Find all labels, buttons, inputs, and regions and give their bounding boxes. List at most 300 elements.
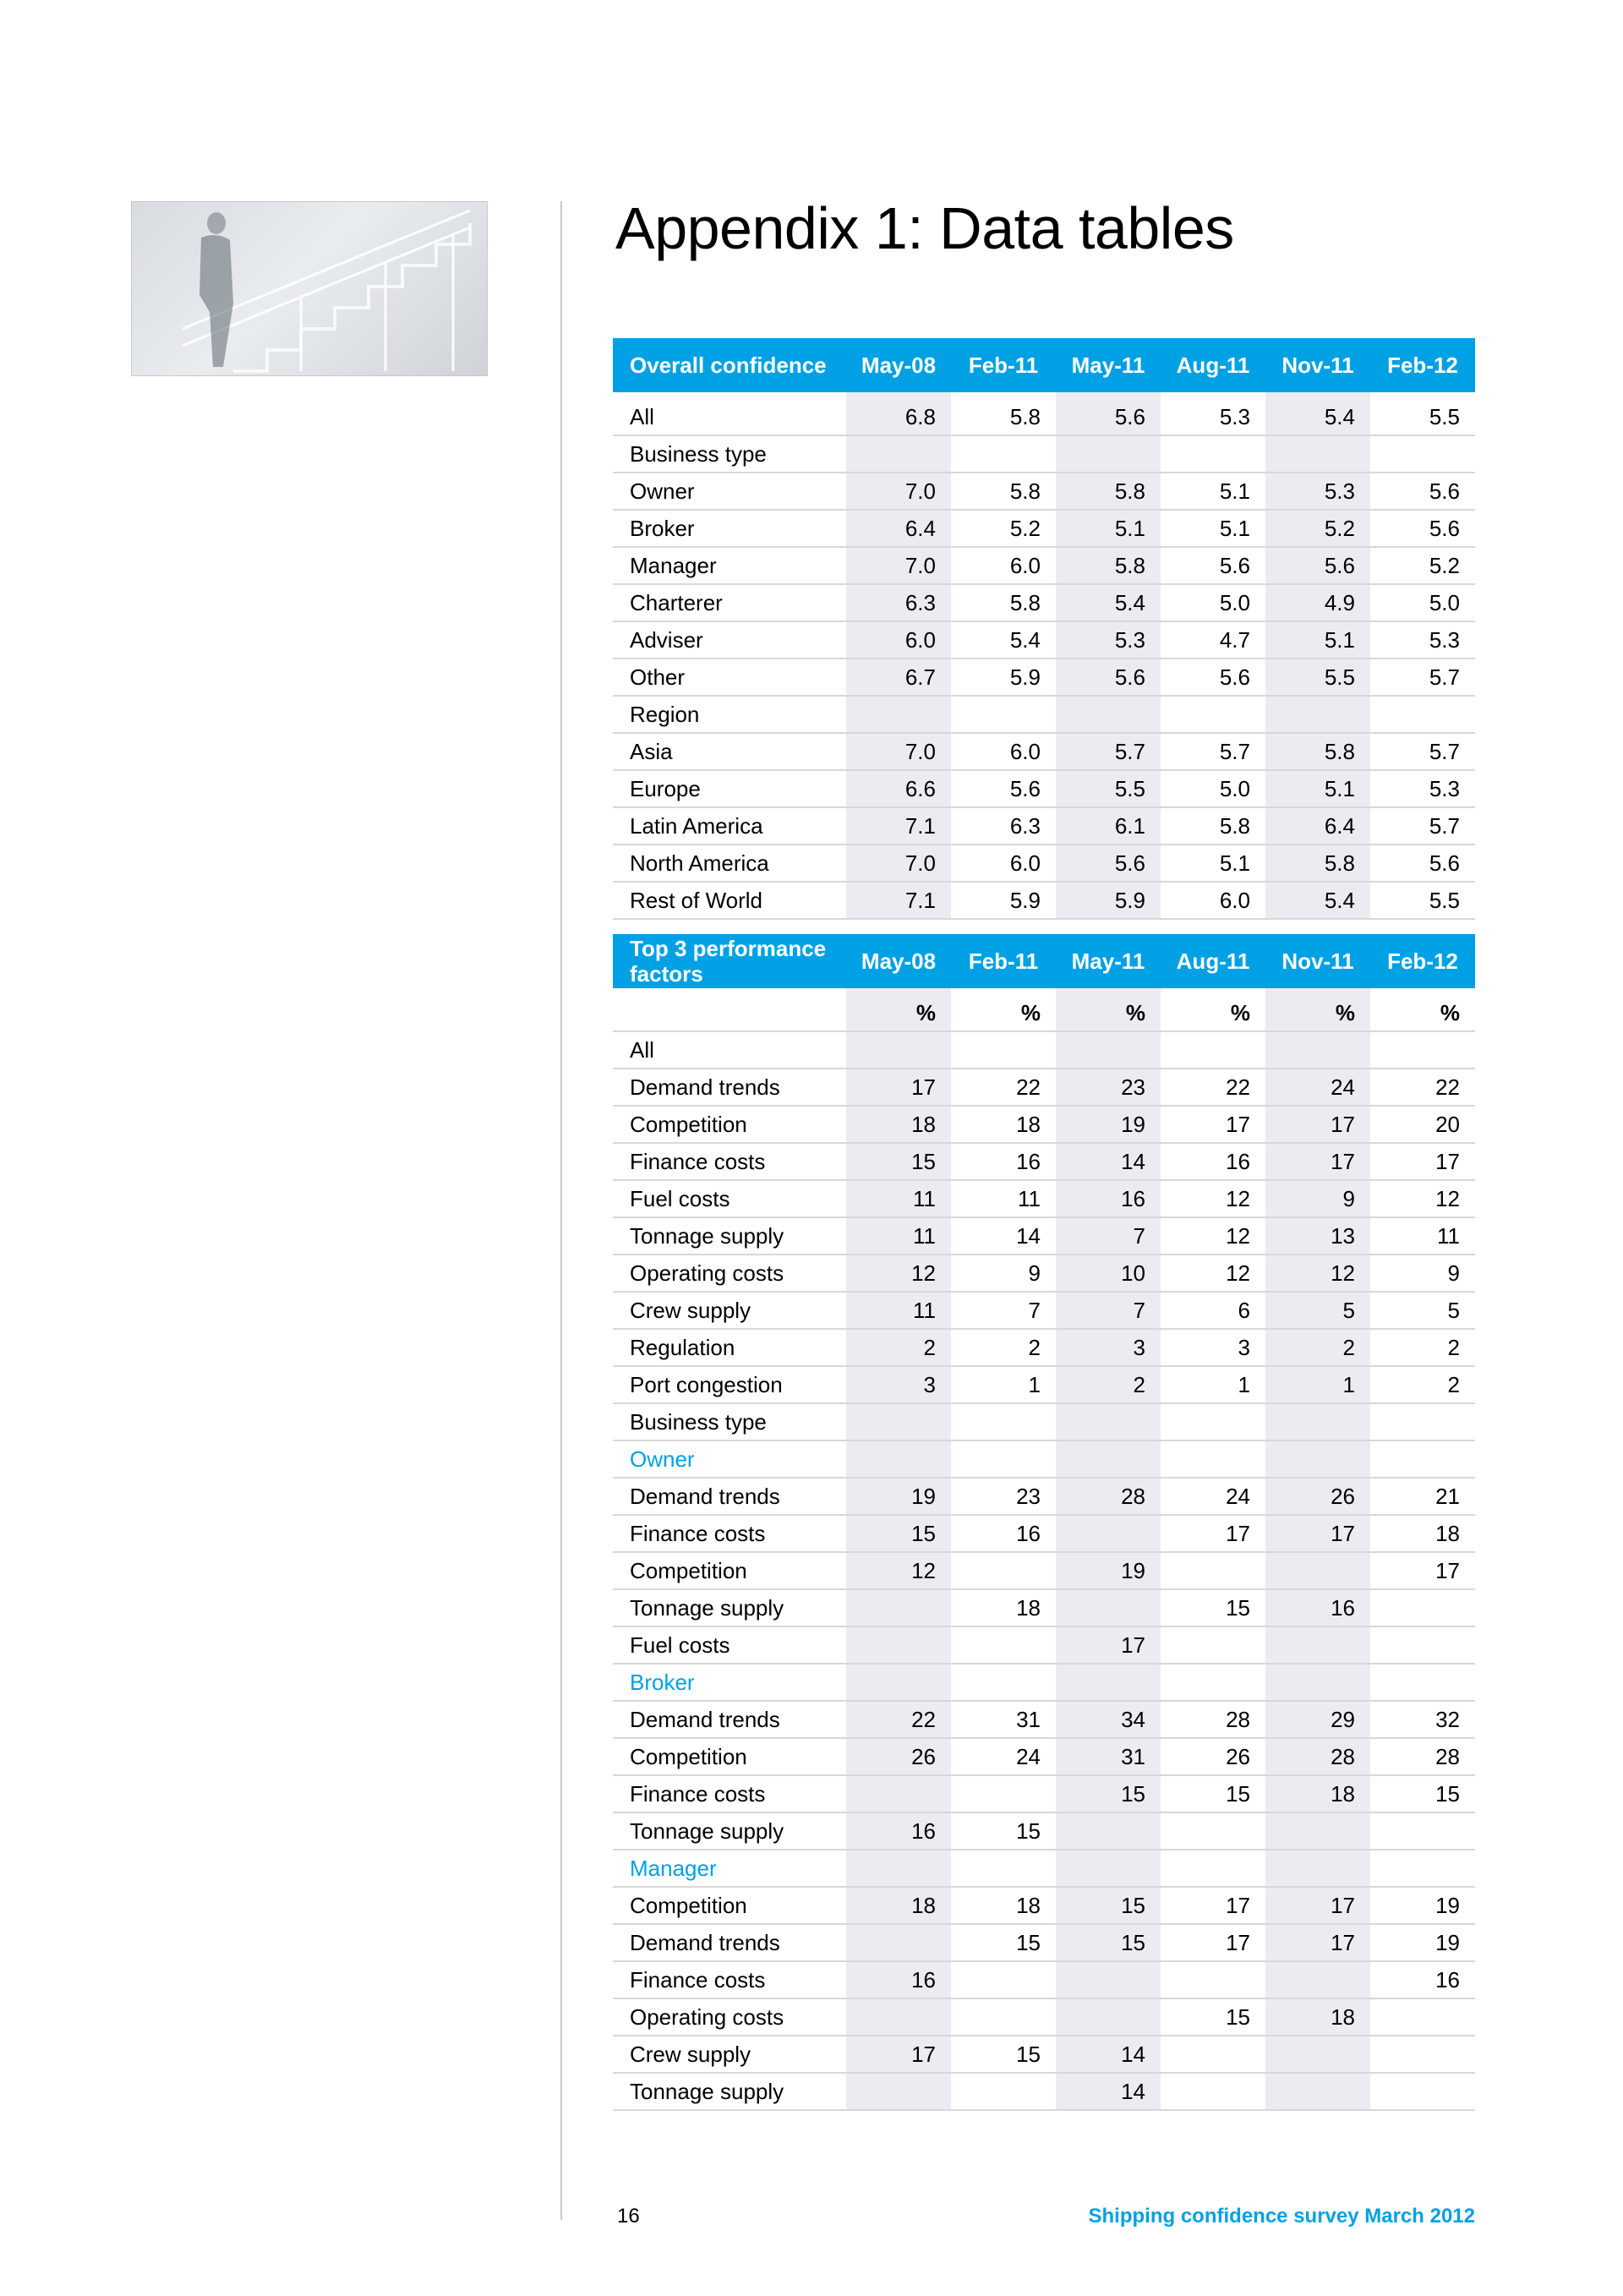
row-label: Regulation bbox=[613, 1329, 846, 1366]
value-cell: 15 bbox=[1161, 1775, 1265, 1812]
row-label: Owner bbox=[613, 473, 846, 510]
value-cell: 18 bbox=[1265, 1998, 1370, 2036]
value-cell: 18 bbox=[951, 1887, 1056, 1924]
value-cell: 12 bbox=[1161, 1255, 1265, 1292]
value-cell: 23 bbox=[1056, 1069, 1161, 1106]
value-cell: 7.0 bbox=[846, 547, 951, 584]
value-cell: 5.0 bbox=[1161, 584, 1265, 621]
value-cell: 19 bbox=[1370, 1887, 1475, 1924]
row-label: Demand trends bbox=[613, 1701, 846, 1738]
value-cell: 5.6 bbox=[1056, 399, 1161, 435]
value-cell: 6.7 bbox=[846, 659, 951, 696]
value-cell: 11 bbox=[846, 1292, 951, 1329]
value-cell: 2 bbox=[1370, 1329, 1475, 1366]
value-cell bbox=[1161, 1403, 1265, 1440]
value-cell: 14 bbox=[1056, 1143, 1161, 1180]
value-cell: 7 bbox=[951, 1292, 1056, 1329]
row-label: Rest of World bbox=[613, 882, 846, 919]
value-cell: 5.6 bbox=[1056, 845, 1161, 882]
value-cell: 23 bbox=[951, 1478, 1056, 1515]
value-cell: 24 bbox=[951, 1738, 1056, 1775]
value-cell: 17 bbox=[1370, 1552, 1475, 1589]
value-cell: 5.9 bbox=[1056, 882, 1161, 919]
value-cell bbox=[1265, 1812, 1370, 1850]
value-cell: 5.1 bbox=[1056, 510, 1161, 547]
spacer-cell bbox=[613, 988, 846, 995]
spacer-row bbox=[613, 988, 1475, 995]
column-header: Feb-11 bbox=[951, 338, 1056, 392]
value-cell bbox=[1265, 696, 1370, 733]
row-label: Latin America bbox=[613, 807, 846, 845]
row-label: Region bbox=[613, 696, 846, 733]
vertical-divider bbox=[560, 201, 562, 2220]
value-cell: 5 bbox=[1265, 1292, 1370, 1329]
value-cell: 22 bbox=[1161, 1069, 1265, 1106]
row-label: Broker bbox=[613, 1664, 846, 1701]
value-cell: 5.3 bbox=[1370, 621, 1475, 659]
table-row bbox=[613, 882, 1475, 919]
value-cell: 5.8 bbox=[951, 584, 1056, 621]
value-cell bbox=[1161, 1850, 1265, 1887]
value-cell: 2 bbox=[951, 1329, 1056, 1366]
value-cell: 5.1 bbox=[1265, 770, 1370, 807]
value-cell: 28 bbox=[1161, 1701, 1265, 1738]
value-cell bbox=[951, 1850, 1056, 1887]
value-cell: 16 bbox=[951, 1515, 1056, 1552]
spacer-cell bbox=[951, 392, 1056, 399]
value-cell: 12 bbox=[1370, 1180, 1475, 1217]
row-label: Charterer bbox=[613, 584, 846, 621]
table-row bbox=[613, 733, 1475, 770]
value-cell: 2 bbox=[1370, 1366, 1475, 1403]
value-cell: 17 bbox=[1265, 1924, 1370, 1961]
value-cell: 15 bbox=[1161, 1589, 1265, 1626]
table-header-row bbox=[613, 338, 1475, 392]
table-row bbox=[613, 1775, 1475, 1812]
row-label: Competition bbox=[613, 1106, 846, 1143]
table-row bbox=[613, 1217, 1475, 1255]
value-cell bbox=[1265, 2036, 1370, 2073]
value-cell: 16 bbox=[1056, 1180, 1161, 1217]
column-header: May-08 bbox=[846, 338, 951, 392]
value-cell bbox=[951, 435, 1056, 473]
table-row bbox=[613, 770, 1475, 807]
value-cell: 6.3 bbox=[951, 807, 1056, 845]
value-cell bbox=[1056, 1515, 1161, 1552]
value-cell: 18 bbox=[951, 1106, 1056, 1143]
value-cell: 7.0 bbox=[846, 473, 951, 510]
row-label: Tonnage supply bbox=[613, 1217, 846, 1255]
value-cell: 5.7 bbox=[1370, 807, 1475, 845]
value-cell bbox=[1265, 1552, 1370, 1589]
sub-row bbox=[613, 1850, 1475, 1887]
value-cell bbox=[1161, 1440, 1265, 1478]
value-cell bbox=[1370, 2073, 1475, 2110]
value-cell bbox=[1370, 1664, 1475, 1701]
value-cell bbox=[1056, 1589, 1161, 1626]
value-cell: 18 bbox=[1370, 1515, 1475, 1552]
column-header: May-11 bbox=[1056, 934, 1161, 988]
value-cell: 6.0 bbox=[951, 733, 1056, 770]
column-header: Nov-11 bbox=[1265, 934, 1370, 988]
value-cell bbox=[1056, 1664, 1161, 1701]
column-header: Feb-12 bbox=[1370, 934, 1475, 988]
column-header: Aug-11 bbox=[1161, 338, 1265, 392]
row-label: Demand trends bbox=[613, 1478, 846, 1515]
table-row bbox=[613, 845, 1475, 882]
sub-row bbox=[613, 1440, 1475, 1478]
value-cell: 13 bbox=[1265, 1217, 1370, 1255]
row-label: Port congestion bbox=[613, 1366, 846, 1403]
value-cell bbox=[1161, 435, 1265, 473]
value-cell bbox=[846, 1664, 951, 1701]
column-header: Nov-11 bbox=[1265, 338, 1370, 392]
value-cell: 5.7 bbox=[1370, 659, 1475, 696]
value-cell: 31 bbox=[1056, 1738, 1161, 1775]
value-cell bbox=[846, 1850, 951, 1887]
value-cell: % bbox=[1265, 995, 1370, 1031]
value-cell: 11 bbox=[846, 1180, 951, 1217]
value-cell bbox=[951, 1664, 1056, 1701]
value-cell bbox=[1370, 696, 1475, 733]
value-cell: 15 bbox=[846, 1143, 951, 1180]
row-label: Demand trends bbox=[613, 1924, 846, 1961]
table-row bbox=[613, 1887, 1475, 1924]
value-cell: 17 bbox=[1161, 1106, 1265, 1143]
row-label: Business type bbox=[613, 435, 846, 473]
value-cell bbox=[951, 1775, 1056, 1812]
section-row bbox=[613, 1031, 1475, 1069]
value-cell: 7.1 bbox=[846, 882, 951, 919]
header-photo bbox=[131, 201, 488, 376]
table-row bbox=[613, 1180, 1475, 1217]
value-cell bbox=[1265, 435, 1370, 473]
spacer-cell bbox=[1265, 392, 1370, 399]
value-cell bbox=[951, 1440, 1056, 1478]
value-cell bbox=[1161, 2073, 1265, 2110]
sub-row bbox=[613, 1664, 1475, 1701]
value-cell bbox=[1161, 1552, 1265, 1589]
table-row bbox=[613, 659, 1475, 696]
table-row bbox=[613, 1998, 1475, 2036]
table-row bbox=[613, 473, 1475, 510]
value-cell: 18 bbox=[951, 1589, 1056, 1626]
value-cell: 5.4 bbox=[951, 621, 1056, 659]
value-cell: 12 bbox=[1161, 1180, 1265, 1217]
value-cell: 5.6 bbox=[1265, 547, 1370, 584]
value-cell: 5.2 bbox=[951, 510, 1056, 547]
section-row bbox=[613, 399, 1475, 435]
value-cell bbox=[951, 1626, 1056, 1664]
value-cell bbox=[1370, 1626, 1475, 1664]
row-label: Operating costs bbox=[613, 1255, 846, 1292]
value-cell: 5.1 bbox=[1265, 621, 1370, 659]
value-cell bbox=[951, 1961, 1056, 1998]
value-cell bbox=[1370, 1998, 1475, 2036]
row-label: Business type bbox=[613, 1403, 846, 1440]
table-row bbox=[613, 1589, 1475, 1626]
row-label: Other bbox=[613, 659, 846, 696]
value-cell bbox=[846, 1924, 951, 1961]
value-cell bbox=[951, 1998, 1056, 2036]
table-row bbox=[613, 1515, 1475, 1552]
value-cell: 6.6 bbox=[846, 770, 951, 807]
value-cell bbox=[951, 1403, 1056, 1440]
value-cell: 1 bbox=[1161, 1366, 1265, 1403]
value-cell bbox=[1161, 1626, 1265, 1664]
value-cell: 12 bbox=[1265, 1255, 1370, 1292]
table-header-row bbox=[613, 934, 1475, 988]
value-cell bbox=[1161, 1961, 1265, 1998]
value-cell: 17 bbox=[1265, 1143, 1370, 1180]
row-label: Fuel costs bbox=[613, 1626, 846, 1664]
value-cell: 5.8 bbox=[1265, 845, 1370, 882]
value-cell bbox=[846, 1031, 951, 1069]
table-title-header: Overall confidence bbox=[613, 338, 846, 392]
value-cell: 15 bbox=[951, 1924, 1056, 1961]
value-cell: 5.2 bbox=[1370, 547, 1475, 584]
value-cell: 5.8 bbox=[951, 473, 1056, 510]
table-row bbox=[613, 807, 1475, 845]
value-cell: 19 bbox=[1370, 1924, 1475, 1961]
table-row bbox=[613, 1701, 1475, 1738]
value-cell: 5.6 bbox=[1161, 547, 1265, 584]
value-cell bbox=[846, 1589, 951, 1626]
value-cell: 17 bbox=[1265, 1515, 1370, 1552]
stairs-figure-image bbox=[132, 202, 487, 375]
value-cell: % bbox=[1370, 995, 1475, 1031]
value-cell: 5.6 bbox=[1370, 845, 1475, 882]
row-label: Tonnage supply bbox=[613, 2073, 846, 2110]
value-cell bbox=[1056, 696, 1161, 733]
value-cell bbox=[1370, 2036, 1475, 2073]
value-cell: 7.0 bbox=[846, 845, 951, 882]
row-label: All bbox=[613, 1031, 846, 1069]
value-cell: 5.6 bbox=[1370, 510, 1475, 547]
value-cell: 5.6 bbox=[1370, 473, 1475, 510]
value-cell: 6.3 bbox=[846, 584, 951, 621]
value-cell: 15 bbox=[951, 1812, 1056, 1850]
value-cell bbox=[1370, 1812, 1475, 1850]
value-cell: 22 bbox=[951, 1069, 1056, 1106]
value-cell: 5.4 bbox=[1056, 584, 1161, 621]
value-cell bbox=[1056, 1998, 1161, 2036]
value-cell: 19 bbox=[846, 1478, 951, 1515]
page-title: Appendix 1: Data tables bbox=[615, 195, 1234, 261]
value-cell bbox=[846, 696, 951, 733]
footer-title: Shipping confidence survey March 2012 bbox=[1088, 2205, 1475, 2228]
value-cell: 17 bbox=[1265, 1887, 1370, 1924]
row-label: Operating costs bbox=[613, 1998, 846, 2036]
value-cell: 6 bbox=[1161, 1292, 1265, 1329]
value-cell: 17 bbox=[1161, 1887, 1265, 1924]
value-cell: 17 bbox=[846, 1069, 951, 1106]
value-cell bbox=[1056, 1440, 1161, 1478]
value-cell: 5.8 bbox=[1265, 733, 1370, 770]
value-cell: 6.0 bbox=[1161, 882, 1265, 919]
value-cell bbox=[1370, 1031, 1475, 1069]
row-label: Crew supply bbox=[613, 1292, 846, 1329]
value-cell: % bbox=[846, 995, 951, 1031]
value-cell: 5.3 bbox=[1056, 621, 1161, 659]
value-cell bbox=[1265, 1850, 1370, 1887]
value-cell: 6.0 bbox=[951, 845, 1056, 882]
table-row bbox=[613, 1812, 1475, 1850]
value-cell: 5.7 bbox=[1161, 733, 1265, 770]
value-cell bbox=[1370, 435, 1475, 473]
unit-row bbox=[613, 995, 1475, 1031]
value-cell: 5.9 bbox=[951, 882, 1056, 919]
value-cell: 7 bbox=[1056, 1292, 1161, 1329]
value-cell: 5.0 bbox=[1370, 584, 1475, 621]
value-cell: 18 bbox=[846, 1106, 951, 1143]
value-cell: 11 bbox=[951, 1180, 1056, 1217]
value-cell: 5.3 bbox=[1265, 473, 1370, 510]
value-cell: 5.6 bbox=[1161, 659, 1265, 696]
value-cell: 15 bbox=[1161, 1998, 1265, 2036]
value-cell: 5.4 bbox=[1265, 399, 1370, 435]
value-cell bbox=[1161, 1664, 1265, 1701]
row-label: Asia bbox=[613, 733, 846, 770]
value-cell: 15 bbox=[1056, 1775, 1161, 1812]
value-cell: 14 bbox=[951, 1217, 1056, 1255]
value-cell: 11 bbox=[1370, 1217, 1475, 1255]
row-label: Europe bbox=[613, 770, 846, 807]
table-row bbox=[613, 510, 1475, 547]
spacer-cell bbox=[846, 392, 951, 399]
value-cell: 5.8 bbox=[1161, 807, 1265, 845]
value-cell bbox=[1370, 1589, 1475, 1626]
value-cell: 5.0 bbox=[1161, 770, 1265, 807]
value-cell bbox=[1265, 1403, 1370, 1440]
value-cell: 6.4 bbox=[1265, 807, 1370, 845]
spacer-cell bbox=[1056, 988, 1161, 995]
row-label: Competition bbox=[613, 1552, 846, 1589]
value-cell: 18 bbox=[846, 1887, 951, 1924]
value-cell bbox=[1265, 1031, 1370, 1069]
value-cell bbox=[1056, 435, 1161, 473]
row-label: Broker bbox=[613, 510, 846, 547]
overall-confidence-table bbox=[613, 338, 1475, 920]
value-cell: 2 bbox=[846, 1329, 951, 1366]
value-cell bbox=[1265, 1626, 1370, 1664]
row-label: Fuel costs bbox=[613, 1180, 846, 1217]
value-cell: 28 bbox=[1265, 1738, 1370, 1775]
value-cell: 5.1 bbox=[1161, 845, 1265, 882]
value-cell bbox=[1056, 1812, 1161, 1850]
value-cell: 4.7 bbox=[1161, 621, 1265, 659]
value-cell: 26 bbox=[846, 1738, 951, 1775]
value-cell: 3 bbox=[1056, 1329, 1161, 1366]
value-cell: 20 bbox=[1370, 1106, 1475, 1143]
value-cell: 12 bbox=[846, 1552, 951, 1589]
row-label: All bbox=[613, 399, 846, 435]
row-label: Demand trends bbox=[613, 1069, 846, 1106]
value-cell: 15 bbox=[846, 1515, 951, 1552]
value-cell: 5.1 bbox=[1161, 473, 1265, 510]
value-cell: 11 bbox=[846, 1217, 951, 1255]
value-cell: 22 bbox=[846, 1701, 951, 1738]
table-row bbox=[613, 1552, 1475, 1589]
value-cell: 29 bbox=[1265, 1701, 1370, 1738]
row-label: North America bbox=[613, 845, 846, 882]
value-cell: 5.6 bbox=[1056, 659, 1161, 696]
value-cell: 2 bbox=[1265, 1329, 1370, 1366]
table-row bbox=[613, 1924, 1475, 1961]
value-cell: 6.0 bbox=[846, 621, 951, 659]
column-header: Aug-11 bbox=[1161, 934, 1265, 988]
value-cell: 6.8 bbox=[846, 399, 951, 435]
value-cell bbox=[1370, 1403, 1475, 1440]
table-row bbox=[613, 1366, 1475, 1403]
value-cell: 16 bbox=[1161, 1143, 1265, 1180]
value-cell bbox=[1161, 2036, 1265, 2073]
value-cell bbox=[846, 1440, 951, 1478]
table-row bbox=[613, 621, 1475, 659]
value-cell bbox=[951, 696, 1056, 733]
value-cell: 3 bbox=[846, 1366, 951, 1403]
value-cell: 7.0 bbox=[846, 733, 951, 770]
value-cell: 32 bbox=[1370, 1701, 1475, 1738]
row-label: Competition bbox=[613, 1887, 846, 1924]
row-label: Competition bbox=[613, 1738, 846, 1775]
spacer-cell bbox=[1056, 392, 1161, 399]
table-row bbox=[613, 584, 1475, 621]
value-cell bbox=[1056, 1403, 1161, 1440]
value-cell: 22 bbox=[1370, 1069, 1475, 1106]
value-cell: 5.6 bbox=[951, 770, 1056, 807]
page-number: 16 bbox=[617, 2205, 640, 2228]
spacer-row bbox=[613, 392, 1475, 399]
value-cell: 2 bbox=[1056, 1366, 1161, 1403]
value-cell: 15 bbox=[1370, 1775, 1475, 1812]
value-cell: 26 bbox=[1265, 1478, 1370, 1515]
value-cell: 16 bbox=[1370, 1961, 1475, 1998]
value-cell: 16 bbox=[951, 1143, 1056, 1180]
value-cell: 5.8 bbox=[951, 399, 1056, 435]
table-row bbox=[613, 1143, 1475, 1180]
row-label: Manager bbox=[613, 547, 846, 584]
value-cell bbox=[1370, 1440, 1475, 1478]
spacer-cell bbox=[1161, 392, 1265, 399]
row-label: Adviser bbox=[613, 621, 846, 659]
row-label: Crew supply bbox=[613, 2036, 846, 2073]
row-label: Finance costs bbox=[613, 1961, 846, 1998]
row-label: Tonnage supply bbox=[613, 1812, 846, 1850]
table-row bbox=[613, 1626, 1475, 1664]
spacer-cell bbox=[613, 392, 846, 399]
spacer-cell bbox=[1265, 988, 1370, 995]
value-cell: 19 bbox=[1056, 1106, 1161, 1143]
row-label bbox=[613, 995, 846, 1031]
value-cell: 5.7 bbox=[1370, 733, 1475, 770]
value-cell: 5.9 bbox=[951, 659, 1056, 696]
value-cell: % bbox=[1161, 995, 1265, 1031]
value-cell: 9 bbox=[1265, 1180, 1370, 1217]
section-row bbox=[613, 1403, 1475, 1440]
value-cell bbox=[1056, 1031, 1161, 1069]
value-cell bbox=[1265, 2073, 1370, 2110]
row-label: Tonnage supply bbox=[613, 1589, 846, 1626]
row-label: Manager bbox=[613, 1850, 846, 1887]
value-cell bbox=[1161, 1031, 1265, 1069]
spacer-cell bbox=[1370, 988, 1475, 995]
column-header: May-11 bbox=[1056, 338, 1161, 392]
value-cell: 6.4 bbox=[846, 510, 951, 547]
performance-factors-table bbox=[613, 934, 1475, 2111]
value-cell: 17 bbox=[846, 2036, 951, 2073]
value-cell: 21 bbox=[1370, 1478, 1475, 1515]
